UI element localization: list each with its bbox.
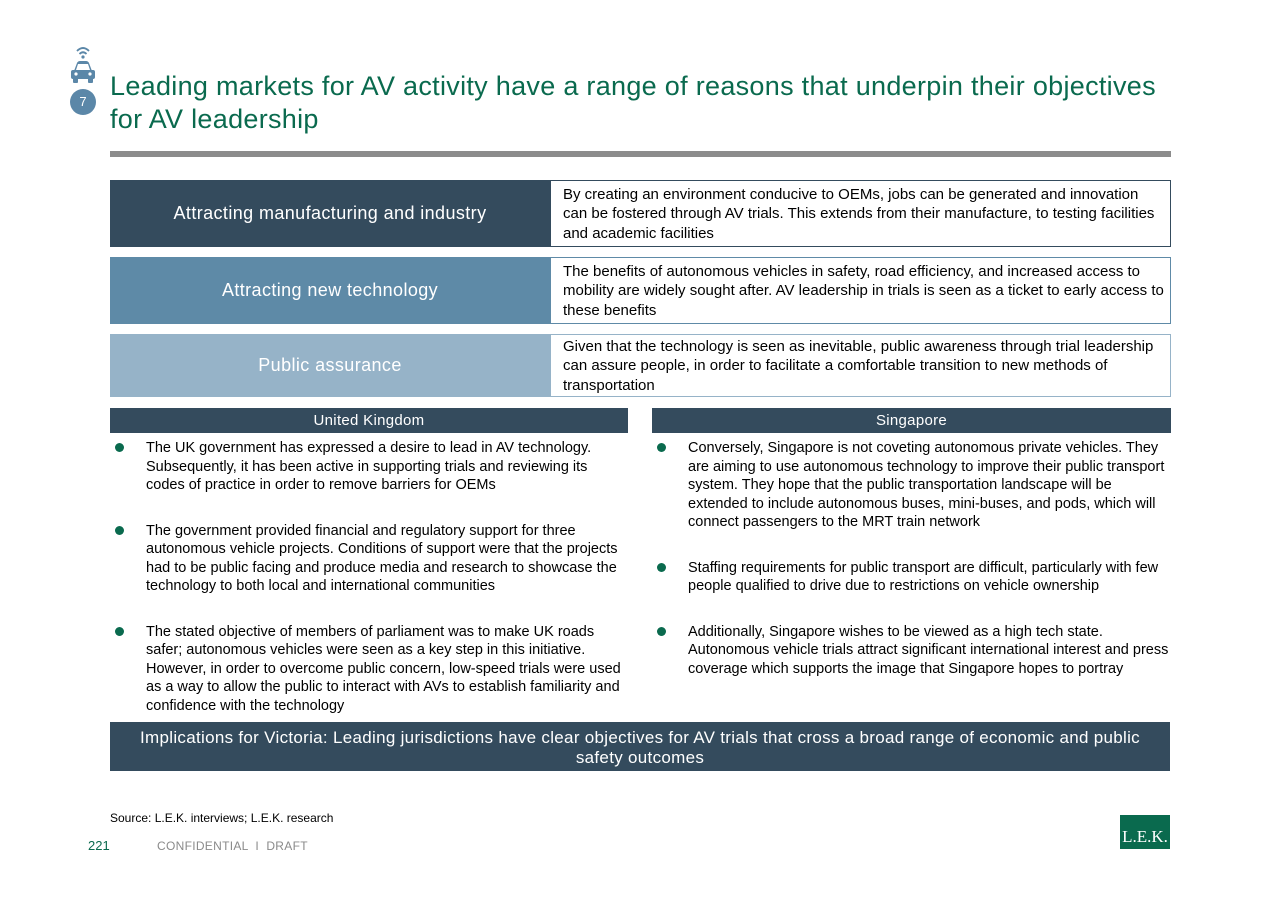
bullet-dot-icon: [657, 563, 666, 572]
reason-description: By creating an environment conducive to OEMs, jobs can be generated and innovation can be fostered through AV trials. This extends from their manufacture, to testing facilities and academic facilities: [550, 180, 1171, 247]
lek-logo: L.E.K.: [1120, 815, 1170, 849]
bullet-text: The UK government has expressed a desire to lead in AV technology. Subsequently, it has been active in supporting trials and reviewing its codes of practice in order to remove barriers for OEMs: [146, 440, 592, 493]
reason-row-technology: [110, 257, 1171, 324]
bullet-text: Staffing requirements for public transport are difficult, particularly with few people qualified to drive due to restrictions on vehicle ownership: [688, 559, 1159, 594]
page-number: 221: [88, 838, 110, 853]
bullet-text: The government provided financial and regulatory support for three autonomous vehicle projects. Conditions of support were that the projects had to be public facing and produce media and research to showcase the technology to both local and international communities: [146, 522, 618, 594]
implications-banner: Implications for Victoria: Leading jurisdictions have clear objectives for AV trials that cross a broad range of economic and public safety outcomes: [110, 722, 1170, 771]
uk-column-header: United Kingdom: [110, 408, 628, 433]
reason-row-manufacturing: [110, 180, 1171, 247]
reason-label: Attracting new technology: [110, 257, 550, 324]
bullet-dot-icon: [115, 443, 124, 452]
reason-description: The benefits of autonomous vehicles in safety, road efficiency, and increased access to mobility are widely sought after. AV leadership in trials is seen as a ticket to early access to these benefits: [550, 257, 1171, 324]
bullet-text: Conversely, Singapore is not coveting autonomous private vehicles. They are aiming to use autonomous technology to improve their public transport system. They hope that the public transportation landscape will be extended to include autonomous buses, mini-buses, and pods, which will connect passengers to the MRT train network: [688, 440, 1165, 530]
bullet-text: The stated objective of members of parliament was to make UK roads safer; autonomous vehicles were seen as a key step in this initiative. However, in order to overcome public concern, low-speed trials were used as a way to allow the public to interact with AVs to establish familiarity and confidence with the technology: [146, 623, 621, 714]
reason-label: Attracting manufacturing and industry: [110, 180, 550, 247]
section-number-badge: 7: [70, 89, 96, 115]
singapore-column-header: Singapore: [652, 408, 1171, 433]
bullet-text: Additionally, Singapore wishes to be viewed as a high tech state. Autonomous vehicle trials attract significant international interest and press coverage which supports the image that Singapore hopes to portray: [688, 623, 1169, 677]
bullet-dot-icon: [657, 443, 666, 452]
bullet-dot-icon: [657, 627, 666, 636]
list-item: [652, 439, 1172, 532]
reason-description: Given that the technology is seen as inevitable, public awareness through trial leadership can assure people, in order to facilitate a comfortable transition to new methods of transportation: [550, 334, 1171, 397]
list-item: [110, 623, 630, 716]
bullet-dot-icon: [115, 526, 124, 535]
list-item: [652, 559, 1172, 596]
list-item: [110, 522, 630, 596]
page-title: Leading markets for AV activity have a range of reasons that underpin their objectives for AV leadership: [110, 71, 1156, 134]
bullet-dot-icon: [115, 627, 124, 636]
title-divider: [110, 151, 1171, 157]
list-item: [652, 623, 1172, 679]
reason-row-assurance: [110, 334, 1171, 397]
singapore-bullet-list: [652, 439, 1172, 678]
uk-bullet-list: [110, 439, 630, 715]
confidentiality-label: CONFIDENTIAL I DRAFT: [157, 839, 308, 853]
source-note: Source: L.E.K. interviews; L.E.K. research: [110, 811, 334, 825]
reason-label: Public assurance: [110, 334, 550, 397]
list-item: [110, 439, 630, 495]
connected-car-icon: [68, 44, 98, 86]
